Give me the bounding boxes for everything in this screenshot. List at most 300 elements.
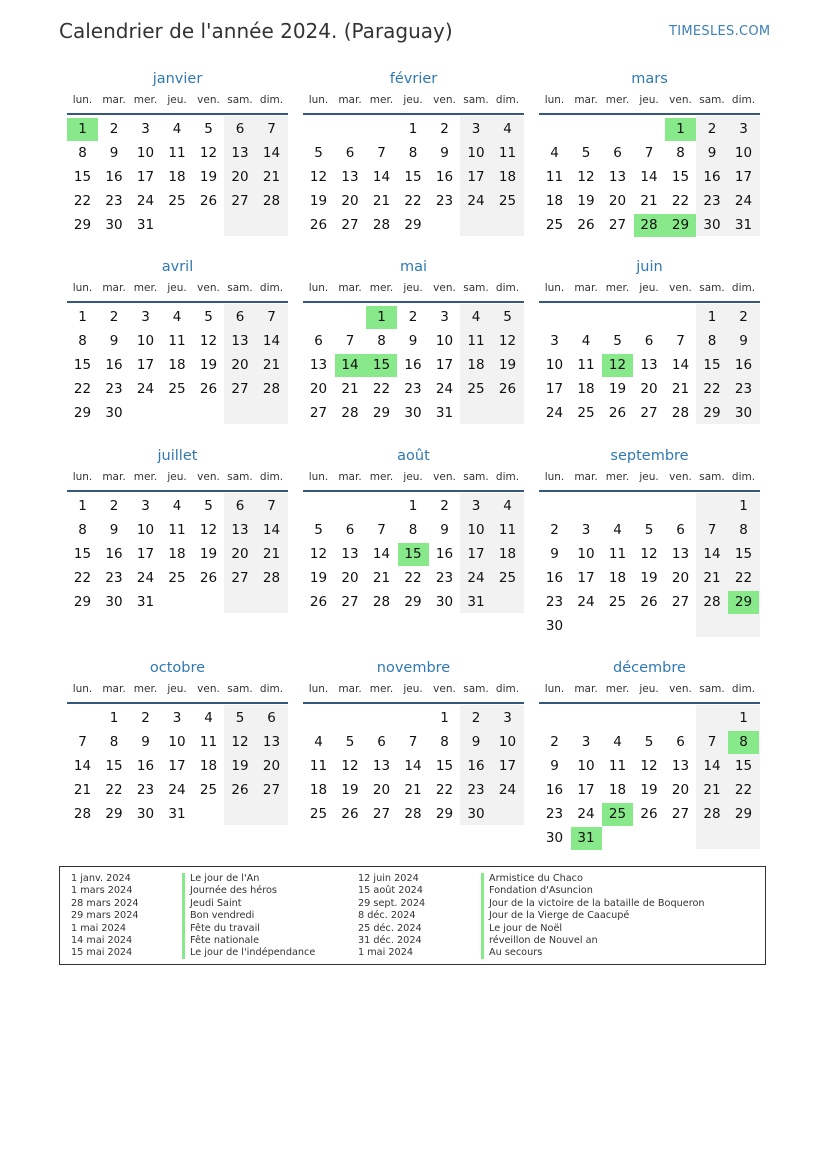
weekday-label: ven.: [197, 94, 220, 106]
day-cell: 4: [471, 309, 481, 325]
day-cell: 14: [262, 333, 281, 349]
day-cell: 30: [545, 830, 564, 846]
day-cell: 16: [435, 169, 454, 185]
day-cell: 9: [141, 734, 150, 750]
legend-bar-right: [481, 873, 484, 959]
day-cell: 30: [105, 405, 123, 421]
day-cell: 26: [309, 594, 328, 610]
day-cell: 13: [640, 357, 658, 373]
weekday-label: lun.: [544, 471, 565, 483]
weekday-label: ven.: [433, 471, 456, 483]
day-cell: 10: [577, 546, 595, 562]
day-cell: 13: [231, 333, 249, 349]
legend-name: Jour de la victoire de la bataille de Boqueron: [489, 897, 705, 909]
site-link[interactable]: TIMESLES.COM: [669, 24, 771, 39]
weekday-label: ven.: [433, 683, 456, 695]
day-cell: 27: [262, 782, 281, 798]
day-cell: 19: [309, 193, 328, 209]
day-cell: 3: [581, 522, 591, 538]
day-cell: 3: [581, 734, 591, 750]
month-name: mai: [399, 259, 428, 275]
day-cell: 19: [199, 357, 218, 373]
day-cell: 31: [136, 594, 155, 610]
day-cell: 31: [467, 594, 485, 610]
day-cell: 30: [734, 405, 753, 421]
day-cell: 1: [440, 710, 449, 726]
month-block: [303, 449, 524, 631]
day-cell: 10: [136, 145, 155, 161]
legend-date: 29 mars 2024: [71, 910, 139, 922]
day-cell: 11: [545, 169, 564, 185]
day-cell: 22: [404, 193, 422, 209]
day-cell: 14: [262, 522, 281, 538]
day-cell: 8: [707, 333, 717, 349]
day-cell: 17: [734, 169, 753, 185]
legend-name: Bon vendredi: [190, 910, 255, 922]
day-cell: 9: [550, 758, 559, 774]
day-cell: 27: [309, 405, 328, 421]
day-cell: 11: [467, 333, 485, 349]
weekday-label: jeu.: [167, 94, 187, 106]
day-cell: 19: [640, 782, 658, 798]
day-cell: 1: [78, 309, 87, 325]
weekday-label: ven.: [197, 282, 220, 294]
day-cell: 27: [671, 806, 690, 822]
day-cell: 1: [408, 121, 418, 137]
header-rule: [67, 113, 288, 115]
day-cell: 10: [577, 758, 595, 774]
day-cell: 7: [707, 734, 717, 750]
holiday-day-cell: 8: [728, 731, 759, 754]
weekday-label: dim.: [731, 94, 756, 106]
month-block: [67, 449, 288, 631]
day-cell: 30: [467, 806, 485, 822]
day-cell: 13: [262, 734, 281, 750]
day-cell: 20: [372, 782, 391, 798]
weekday-label: mer.: [369, 94, 394, 106]
day-cell: 6: [235, 309, 245, 325]
day-cell: 13: [671, 546, 690, 562]
day-cell: 5: [581, 145, 591, 161]
day-cell: 7: [267, 498, 276, 514]
weekday-label: sam.: [463, 94, 489, 106]
legend-names-right: [489, 873, 705, 960]
legend-date: 8 déc. 2024: [358, 910, 416, 922]
month-block: [67, 661, 288, 843]
weekday-label: lun.: [72, 94, 93, 106]
day-cell: 27: [372, 806, 391, 822]
day-cell: 1: [707, 309, 717, 325]
day-cell: 30: [703, 217, 721, 233]
day-cell: 6: [676, 522, 685, 538]
day-cell: 18: [608, 782, 627, 798]
weekday-label: lun.: [72, 683, 93, 695]
header-rule: [303, 702, 524, 704]
day-cell: 26: [199, 570, 218, 586]
weekday-label: mar.: [102, 282, 126, 294]
day-cell: 28: [703, 806, 721, 822]
day-cell: 17: [577, 782, 595, 798]
day-cell: 18: [498, 546, 517, 562]
day-cell: 25: [168, 570, 186, 586]
day-cell: 22: [105, 782, 123, 798]
day-cell: 10: [467, 522, 485, 538]
day-cell: 27: [231, 193, 249, 209]
page-title: Calendrier de l'année 2024. (Paraguay): [59, 19, 453, 43]
day-cell: 8: [377, 333, 386, 349]
day-cell: 6: [235, 498, 245, 514]
day-cell: 21: [404, 782, 422, 798]
legend-name: Le jour de l'An: [190, 873, 260, 884]
month-block: [303, 661, 524, 843]
weekday-label: sam.: [227, 282, 253, 294]
day-cell: 26: [577, 217, 595, 233]
day-cell: 24: [577, 806, 595, 822]
day-cell: 27: [231, 570, 249, 586]
weekday-label: mar.: [574, 94, 598, 106]
day-cell: 18: [577, 381, 595, 397]
day-cell: 1: [109, 710, 119, 726]
day-cell: 19: [199, 169, 218, 185]
day-cell: 12: [309, 546, 328, 562]
weekday-label: lun.: [308, 282, 329, 294]
day-cell: 24: [467, 193, 485, 209]
day-cell: 2: [109, 309, 119, 325]
legend-date: 14 mai 2024: [71, 934, 133, 946]
header-rule: [303, 301, 524, 303]
day-cell: 14: [671, 357, 690, 373]
day-cell: 14: [703, 758, 721, 774]
day-cell: 31: [734, 217, 753, 233]
day-cell: 15: [734, 758, 753, 774]
day-cell: 23: [105, 193, 123, 209]
day-cell: 17: [136, 169, 155, 185]
day-cell: 28: [341, 405, 359, 421]
day-cell: 9: [440, 522, 449, 538]
weekday-label: lun.: [308, 94, 329, 106]
weekday-label: jeu.: [403, 683, 423, 695]
day-cell: 25: [577, 405, 595, 421]
day-cell: 13: [231, 145, 249, 161]
day-cell: 7: [377, 522, 386, 538]
day-cell: 16: [105, 546, 123, 562]
day-cell: 15: [734, 546, 753, 562]
day-cell: 21: [262, 357, 281, 373]
month-name: septembre: [610, 448, 689, 464]
legend-name: Jour de la Vierge de Caacupé: [489, 910, 630, 922]
legend-date: 31 déc. 2024: [358, 934, 422, 946]
legend-date: 1 mars 2024: [71, 885, 133, 897]
day-cell: 15: [703, 357, 721, 373]
day-cell: 3: [471, 121, 481, 137]
weekday-label: dim.: [259, 471, 284, 483]
day-cell: 3: [141, 121, 150, 137]
day-cell: 14: [73, 758, 92, 774]
weekday-label: mer.: [133, 94, 158, 106]
day-cell: 8: [78, 333, 87, 349]
day-cell: 16: [404, 357, 422, 373]
day-cell: 7: [78, 734, 87, 750]
day-cell: 15: [73, 546, 92, 562]
weekday-label: dim.: [495, 471, 520, 483]
day-cell: 24: [498, 782, 517, 798]
day-cell: 12: [640, 758, 658, 774]
day-cell: 12: [341, 758, 359, 774]
day-cell: 21: [262, 169, 281, 185]
legend-name: Le jour de l'indépendance: [190, 947, 316, 959]
day-cell: 8: [109, 734, 119, 750]
day-cell: 18: [199, 758, 218, 774]
legend-date: 1 mai 2024: [71, 922, 127, 934]
weekday-label: mar.: [574, 471, 598, 483]
day-cell: 4: [613, 522, 622, 538]
day-cell: 29: [73, 594, 92, 610]
day-cell: 8: [78, 522, 87, 538]
day-cell: 29: [404, 594, 422, 610]
day-cell: 31: [136, 217, 155, 233]
day-cell: 12: [199, 333, 218, 349]
holiday-day-cell: 25: [602, 803, 633, 826]
day-cell: 25: [608, 594, 627, 610]
day-cell: 26: [498, 381, 517, 397]
day-cell: 5: [204, 498, 213, 514]
weekday-label: mer.: [133, 471, 158, 483]
day-cell: 28: [671, 405, 690, 421]
day-cell: 22: [372, 381, 391, 397]
day-cell: 8: [739, 522, 748, 538]
day-cell: 9: [440, 145, 449, 161]
day-cell: 25: [545, 217, 564, 233]
day-cell: 2: [550, 522, 559, 538]
weekday-label: ven.: [197, 471, 220, 483]
header-rule: [539, 490, 760, 492]
day-cell: 25: [498, 570, 517, 586]
day-cell: 2: [440, 498, 449, 514]
day-cell: 7: [345, 333, 355, 349]
weekday-label: jeu.: [403, 94, 423, 106]
legend-dates-right: [358, 873, 425, 960]
month-block: [67, 260, 288, 442]
day-cell: 29: [404, 217, 422, 233]
day-cell: 6: [613, 145, 622, 161]
header-rule: [539, 113, 760, 115]
day-cell: 11: [608, 546, 627, 562]
day-cell: 11: [498, 145, 517, 161]
day-cell: 3: [503, 710, 512, 726]
day-cell: 7: [377, 145, 386, 161]
month-block: [67, 72, 288, 254]
day-cell: 25: [467, 381, 485, 397]
day-cell: 11: [168, 522, 186, 538]
day-cell: 28: [73, 806, 92, 822]
weekday-label: lun.: [72, 471, 93, 483]
day-cell: 27: [608, 217, 627, 233]
weekday-label: ven.: [669, 683, 692, 695]
day-cell: 19: [577, 193, 595, 209]
day-cell: 3: [141, 498, 150, 514]
day-cell: 28: [404, 806, 422, 822]
day-cell: 6: [644, 333, 654, 349]
weekday-label: lun.: [308, 683, 329, 695]
legend-name: Le jour de Noël: [489, 922, 563, 934]
weekday-label: sam.: [463, 683, 489, 695]
weekday-label: dim.: [495, 94, 520, 106]
day-cell: 23: [734, 381, 753, 397]
day-cell: 4: [204, 710, 213, 726]
day-cell: 1: [739, 710, 748, 726]
weekday-label: mer.: [605, 471, 630, 483]
day-cell: 16: [435, 546, 454, 562]
day-cell: 17: [577, 570, 595, 586]
day-cell: 25: [199, 782, 218, 798]
weekday-label: ven.: [433, 94, 456, 106]
day-cell: 22: [404, 570, 422, 586]
day-cell: 20: [262, 758, 281, 774]
weekday-label: jeu.: [403, 282, 423, 294]
header-rule: [539, 702, 760, 704]
legend-date: 15 août 2024: [358, 885, 423, 897]
day-cell: 15: [73, 357, 92, 373]
month-block: [539, 448, 760, 634]
day-cell: 18: [467, 357, 485, 373]
day-cell: 9: [109, 333, 119, 349]
day-cell: 12: [199, 145, 218, 161]
day-cell: 6: [345, 145, 355, 161]
day-cell: 2: [440, 121, 449, 137]
day-cell: 10: [734, 145, 753, 161]
weekday-label: ven.: [669, 471, 692, 483]
day-cell: 4: [314, 734, 323, 750]
weekday-label: mar.: [338, 683, 362, 695]
day-cell: 5: [613, 333, 622, 349]
day-cell: 14: [404, 758, 422, 774]
day-cell: 13: [341, 546, 359, 562]
weekday-label: jeu.: [639, 683, 659, 695]
day-cell: 24: [734, 193, 753, 209]
day-cell: 17: [545, 381, 564, 397]
day-cell: 29: [105, 806, 123, 822]
legend-name: Au secours: [489, 947, 543, 959]
day-cell: 9: [109, 522, 119, 538]
day-cell: 15: [671, 169, 690, 185]
day-cell: 15: [404, 169, 422, 185]
day-cell: 20: [671, 570, 690, 586]
day-cell: 20: [341, 570, 359, 586]
day-cell: 23: [703, 193, 721, 209]
month-name: avril: [161, 259, 194, 275]
header-rule: [67, 702, 288, 704]
day-cell: 13: [309, 357, 328, 373]
weekday-label: mer.: [605, 683, 630, 695]
day-cell: 6: [314, 333, 323, 349]
day-cell: 20: [671, 782, 690, 798]
day-cell: 26: [640, 594, 658, 610]
day-cell: 14: [262, 145, 281, 161]
weekday-label: ven.: [433, 282, 456, 294]
day-cell: 11: [309, 758, 328, 774]
day-cell: 25: [498, 193, 517, 209]
day-cell: 14: [372, 546, 391, 562]
weekday-label: dim.: [259, 282, 284, 294]
day-cell: 27: [341, 217, 359, 233]
holiday-day-cell: 15: [398, 543, 429, 566]
day-cell: 29: [734, 806, 753, 822]
day-cell: 29: [73, 405, 92, 421]
weekday-label: jeu.: [639, 471, 659, 483]
day-cell: 29: [372, 405, 391, 421]
month-name: août: [397, 448, 430, 464]
day-cell: 21: [372, 570, 391, 586]
day-cell: 23: [545, 594, 564, 610]
day-cell: 8: [676, 145, 685, 161]
holiday-day-cell: 31: [571, 827, 602, 850]
day-cell: 23: [105, 381, 123, 397]
day-cell: 31: [435, 405, 454, 421]
day-cell: 24: [467, 570, 485, 586]
day-cell: 24: [136, 381, 155, 397]
day-cell: 26: [640, 806, 658, 822]
day-cell: 3: [141, 309, 150, 325]
legend-names-left: [190, 873, 315, 960]
day-cell: 9: [408, 333, 418, 349]
day-cell: 25: [168, 381, 186, 397]
day-cell: 27: [341, 594, 359, 610]
day-cell: 9: [550, 546, 559, 562]
weekday-label: dim.: [259, 94, 284, 106]
day-cell: 18: [168, 357, 186, 373]
day-cell: 5: [644, 734, 654, 750]
legend-date: 25 déc. 2024: [358, 922, 422, 934]
day-cell: 1: [78, 498, 87, 514]
day-cell: 18: [608, 570, 627, 586]
month-block: [303, 260, 524, 442]
day-cell: 3: [440, 309, 449, 325]
day-cell: 20: [608, 193, 627, 209]
weekday-label: dim.: [495, 683, 520, 695]
holiday-day-cell: 15: [366, 354, 397, 377]
legend-date: 29 sept. 2024: [358, 897, 426, 909]
day-cell: 20: [231, 546, 249, 562]
day-cell: 13: [231, 522, 249, 538]
month-block: [303, 72, 524, 254]
day-cell: 7: [644, 145, 654, 161]
day-cell: 21: [262, 546, 281, 562]
day-cell: 21: [671, 381, 690, 397]
day-cell: 30: [136, 806, 155, 822]
holiday-day-cell: 1: [665, 118, 696, 141]
day-cell: 30: [404, 405, 422, 421]
day-cell: 17: [136, 357, 155, 373]
day-cell: 24: [545, 405, 564, 421]
day-cell: 18: [498, 169, 517, 185]
day-cell: 24: [577, 594, 595, 610]
day-cell: 3: [172, 710, 182, 726]
day-cell: 13: [372, 758, 391, 774]
month-block: [539, 72, 760, 254]
day-cell: 22: [73, 381, 92, 397]
day-cell: 22: [703, 381, 721, 397]
day-cell: 12: [577, 169, 595, 185]
header-rule: [67, 301, 288, 303]
day-cell: 23: [545, 806, 564, 822]
holiday-day-cell: 29: [728, 591, 759, 614]
day-cell: 22: [734, 570, 753, 586]
day-cell: 12: [498, 333, 517, 349]
day-cell: 5: [204, 121, 213, 137]
month-block: [539, 260, 760, 442]
day-cell: 5: [314, 145, 323, 161]
weekday-label: jeu.: [167, 471, 187, 483]
